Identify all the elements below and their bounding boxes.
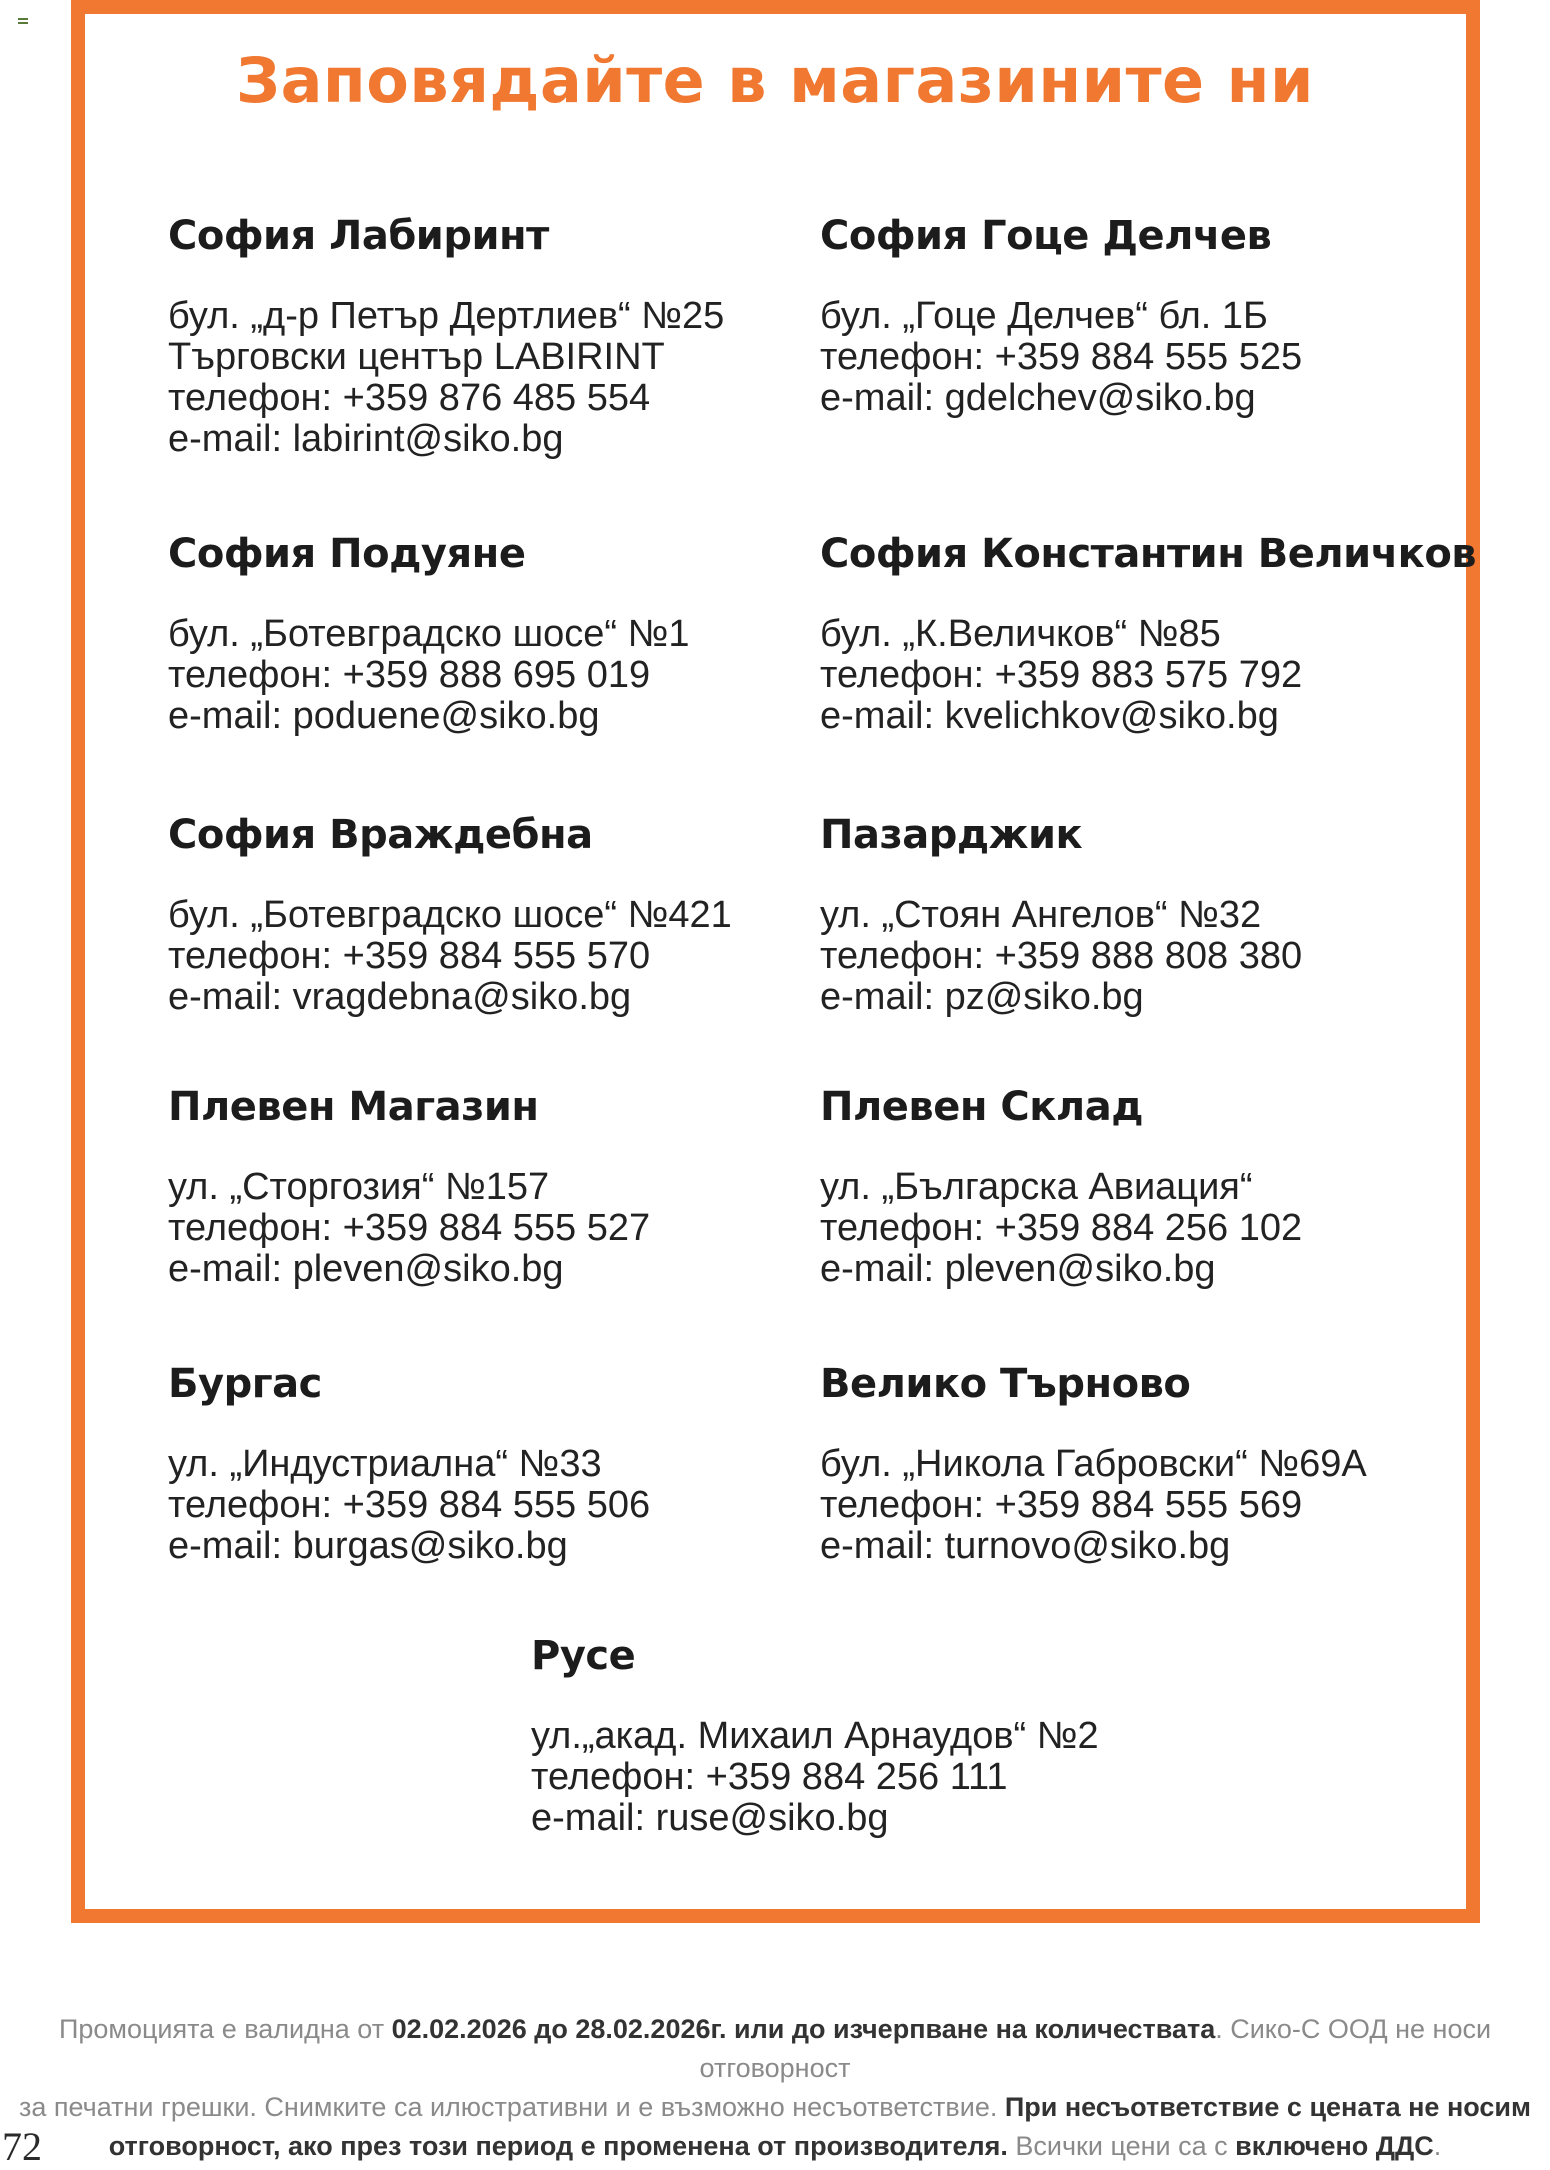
store-phone: телефон: +359 884 256 111: [531, 1756, 1008, 1798]
store-name: Плевен Магазин: [168, 1084, 539, 1130]
store-sofia-poduyane: [168, 530, 808, 737]
store-pazardzhik: [820, 811, 1460, 1018]
store-sofia-labirint: [168, 212, 808, 460]
footer-bold-text: При несъответствие с цената не носим: [1004, 2092, 1531, 2122]
store-address: ул.„акад. Михаил Арнаудов“ №2: [531, 1715, 1099, 1757]
store-name: София Подуяне: [168, 531, 526, 577]
store-name: София Гоце Делчев: [820, 213, 1272, 259]
store-email: e-mail: pleven@siko.bg: [820, 1248, 1216, 1290]
store-phone: телефон: +359 876 485 554: [168, 377, 651, 419]
store-name: Велико Търново: [820, 1361, 1191, 1407]
store-phone: телефон: +359 884 256 102: [820, 1207, 1303, 1249]
store-phone: телефон: +359 884 555 506: [168, 1484, 651, 1526]
footer-line-2: [0, 2088, 1550, 2127]
store-address: ул. „Стоян Ангелов“ №32: [820, 894, 1262, 936]
store-name: Бургас: [168, 1361, 322, 1407]
corner-mark-icon: [18, 18, 28, 26]
footer-text: . Сико-С ООД не носи отговорност: [699, 2014, 1492, 2083]
page-title: Заповядайте в магазините ни: [236, 44, 1314, 117]
footer-line-3: [0, 2127, 1550, 2166]
store-address: ул. „Индустриална“ №33: [168, 1443, 602, 1485]
footer-text: .: [1433, 2131, 1442, 2161]
store-address: бул. „д-р Петър Дертлиев“ №25: [168, 295, 725, 337]
footer-disclaimer: [0, 2010, 1550, 2166]
footer-line-1: [0, 2010, 1550, 2088]
store-address: бул. „Ботевградско шосе“ №421: [168, 894, 732, 936]
store-address: бул. „К.Величков“ №85: [820, 613, 1221, 655]
store-name: София Константин Величков: [820, 531, 1477, 577]
store-address: бул. „Ботевградско шосе“ №1: [168, 613, 690, 655]
store-name: Плевен Склад: [820, 1084, 1144, 1130]
store-pleven-shop: [168, 1083, 808, 1290]
store-ruse: [531, 1632, 1171, 1839]
store-veliko-tarnovo: [820, 1360, 1460, 1567]
store-email: e-mail: kvelichkov@siko.bg: [820, 695, 1279, 737]
store-name: Пазарджик: [820, 812, 1083, 858]
store-name: София Лабиринт: [168, 213, 549, 259]
store-sofia-gotse-delchev: [820, 212, 1460, 419]
store-email: e-mail: gdelchev@siko.bg: [820, 377, 1256, 419]
store-sofia-konstantin-velichkov: [820, 530, 1520, 737]
footer-text: Всички цени са с: [1007, 2131, 1236, 2161]
store-address: бул. „Никола Габровски“ №69А: [820, 1443, 1367, 1485]
store-address-line2: Търговски център LABIRINT: [168, 336, 665, 378]
store-sofia-vrazhdebna: [168, 811, 808, 1018]
store-address: бул. „Гоце Делчев“ бл. 1Б: [820, 295, 1268, 337]
store-name: София Враждебна: [168, 812, 593, 858]
store-phone: телефон: +359 888 808 380: [820, 935, 1303, 977]
store-phone: телефон: +359 884 555 569: [820, 1484, 1303, 1526]
store-email: e-mail: burgas@siko.bg: [168, 1525, 568, 1567]
footer-text: за печатни грешки. Снимките са илюстративни и е възможно несъответствие.: [19, 2092, 1005, 2122]
store-name: Русе: [531, 1633, 636, 1679]
store-burgas: [168, 1360, 808, 1567]
store-address: ул. „Сторгозия“ №157: [168, 1166, 550, 1208]
store-phone: телефон: +359 883 575 792: [820, 654, 1303, 696]
store-email: e-mail: pleven@siko.bg: [168, 1248, 564, 1290]
footer-bold-text: отговорност, ако през този период е променена от производителя.: [108, 2131, 1008, 2161]
store-phone: телефон: +359 888 695 019: [168, 654, 651, 696]
store-pleven-warehouse: [820, 1083, 1460, 1290]
store-phone: телефон: +359 884 555 525: [820, 336, 1303, 378]
store-email: e-mail: pz@siko.bg: [820, 976, 1144, 1018]
store-email: e-mail: vragdebna@siko.bg: [168, 976, 632, 1018]
store-address: ул. „Българска Авиация“: [820, 1166, 1253, 1208]
footer-validity-dates: 02.02.2026 до 28.02.2026г. или до изчерпване на количествата: [391, 2014, 1216, 2044]
page-number: 72: [2, 2124, 42, 2169]
store-email: e-mail: ruse@siko.bg: [531, 1797, 889, 1839]
footer-text: Промоцията е валидна от: [58, 2014, 392, 2044]
store-email: e-mail: labirint@siko.bg: [168, 418, 564, 460]
store-phone: телефон: +359 884 555 527: [168, 1207, 651, 1249]
store-email: e-mail: turnovo@siko.bg: [820, 1525, 1231, 1567]
store-phone: телефон: +359 884 555 570: [168, 935, 651, 977]
footer-vat-note: включено ДДС: [1235, 2131, 1434, 2161]
store-email: e-mail: poduene@siko.bg: [168, 695, 600, 737]
